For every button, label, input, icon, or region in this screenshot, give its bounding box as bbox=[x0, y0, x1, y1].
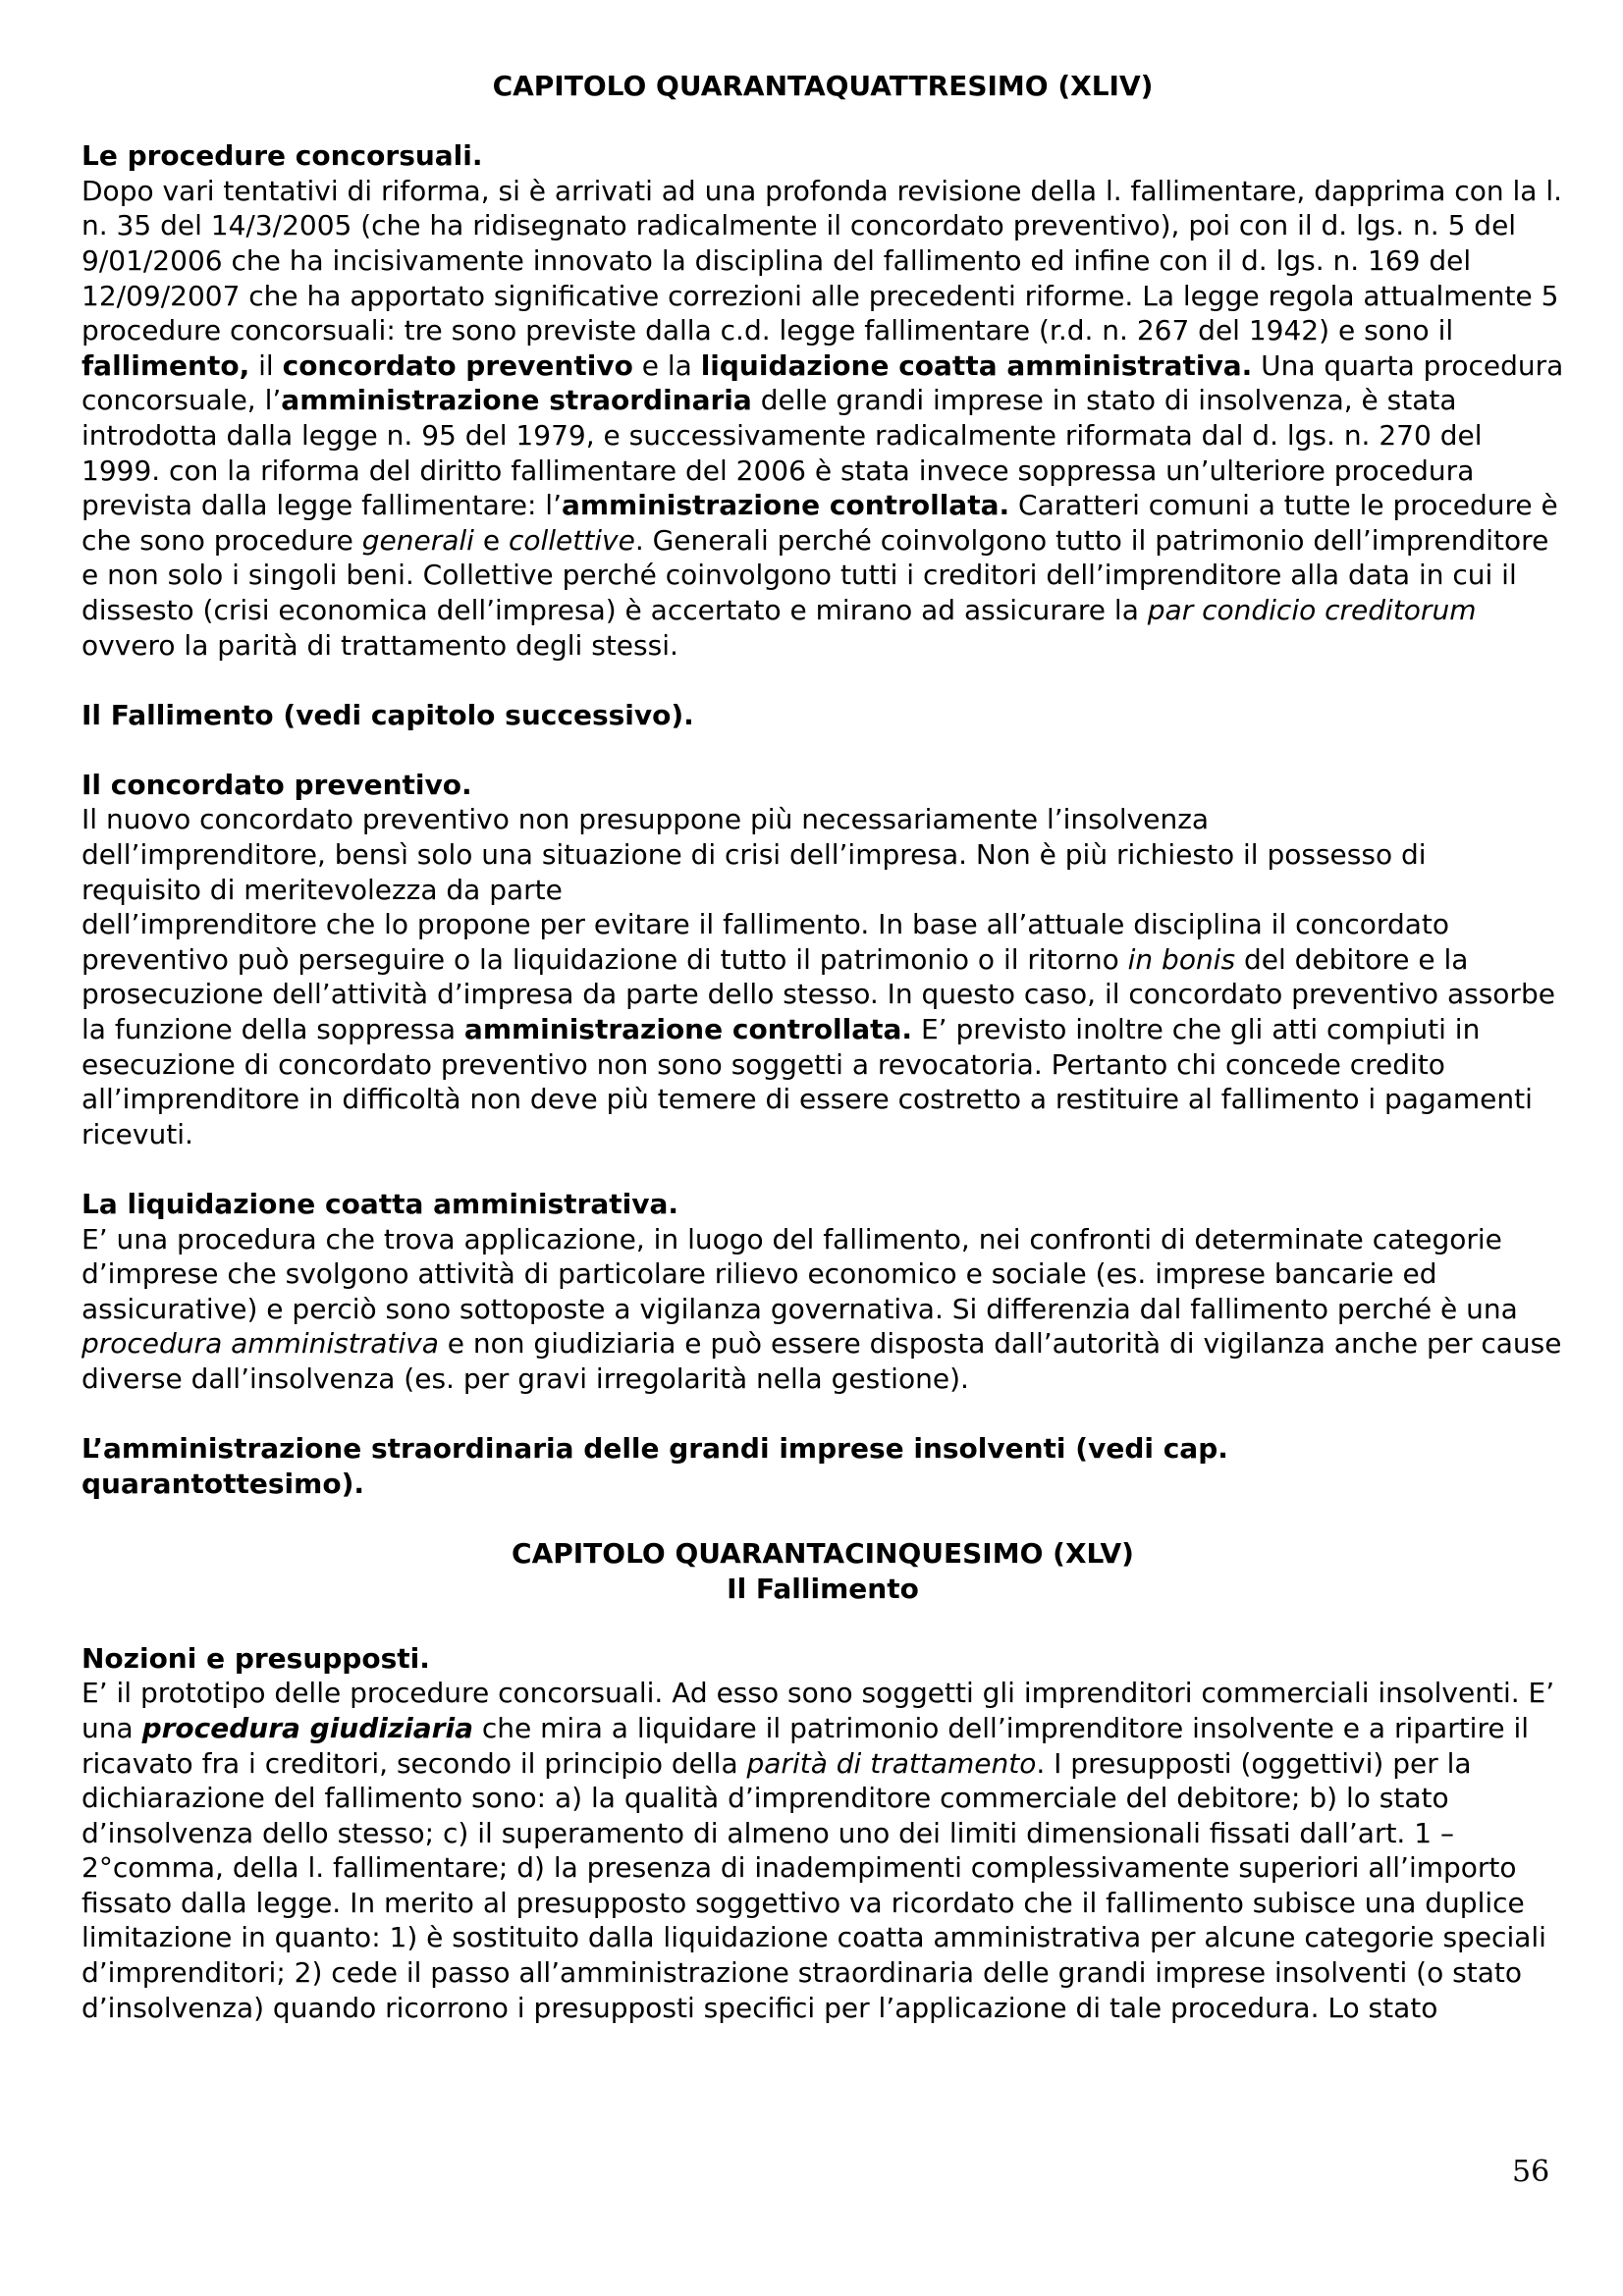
chapter-44-title: CAPITOLO QUARANTAQUATTRESIMO (XLIV) bbox=[492, 70, 1154, 102]
paragraph-liquidazione-coatta: E’ una procedura che trova applicazione, in luogo del fallimento, nei confronti di determinate categorie d’imprese che svolgono attività di particolare rilievo economico e sociale (es. imprese bancarie ed assicurative) e perciò sono sottoposte a vigilanza governativa. Si differenzia dal fallimento perché è una procedura amministrativa e non giudiziaria e può essere disposta dall’autorità di vigilanza anche per cause diverse dall’insolvenza (es. per gravi irregolarità nella gestione). bbox=[81, 1222, 1562, 1395]
paragraph-procedure-concorsuali: Dopo vari tentativi di riforma, si è arrivati ad una profonda revisione della l. fallimentare, dapprima con la l. n. 35 del 14/3/2005 (che ha ridisegnato radicalmente il concordato preventivo), poi con il d. lgs. n. 5 del 9/01/2006 che ha incisivamente innovato la disciplina del fallimento ed infine con il d. lgs. n. 169 del 12/09/2007 che ha apportato significative correzioni alle precedenti riforme. La legge regola attualmente 5 procedure concorsuali: tre sono previste dalla c.d. legge fallimentare (r.d. n. 267 del 1942) e sono il fallimento, il concordato preventivo e la liquidazione coatta amministrativa. Una quarta procedura concorsuale, l’amministrazione straordinaria delle grandi imprese in stato di insolvenza, è stata introdotta dalla legge n. 95 del 1979, e successivamente radicalmente riformata dal d. lgs. n. 270 del 1999. con la riforma del diritto fallimentare del 2006 è stata invece soppressa un’ulteriore procedura prevista dalla legge fallimentare: l’amministrazione controllata. Caratteri comuni a tutte le procedure è che sono procedure generali e collettive. Generali perché coinvolgono tutto il patrimonio dell’imprenditore e non solo i singoli beni. Collettive perché coinvolgono tutti i creditori dell’imprenditore alla data in cui il dissesto (crisi economica dell’impresa) è accertato e mirano ad assicurare la par condicio creditorum ovvero la parità di trattamento degli stessi. bbox=[81, 174, 1564, 662]
section-heading-fallimento-ref: Il Fallimento (vedi capitolo successivo). bbox=[81, 698, 694, 731]
spacer bbox=[81, 1606, 1564, 1641]
page-number: 56 bbox=[1512, 2155, 1550, 2189]
chapter-45-subtitle: Il Fallimento bbox=[727, 1572, 919, 1605]
paragraph-concordato-preventivo: dell’imprenditore che lo propone per evitare il fallimento. In base all’attuale disciplina il concordato preventivo può perseguire o la liquidazione di tutto il patrimonio o il ritorno in bonis del debitore e la prosecuzione dell’attività d’impresa da parte dello stesso. In questo caso, il concordato preventivo assorbe la funzione della soppressa amministrazione controllata. E’ previsto inoltre che gli atti compiuti in esecuzione di concordato preventivo non sono soggetti a revocatoria. Pertanto chi concede credito all’imprenditore in difficoltà non deve più temere di essere costretto a restituire al fallimento i pagamenti ricevuti. bbox=[81, 908, 1555, 1150]
spacer bbox=[81, 1501, 1564, 1536]
spacer bbox=[81, 732, 1564, 768]
paragraph-concordato-line1: Il nuovo concordato preventivo non presuppone più necessariamente l’insolvenza bbox=[81, 803, 1210, 836]
section-heading-liquidazione-coatta: La liquidazione coatta amministrativa. bbox=[81, 1188, 679, 1220]
spacer bbox=[81, 104, 1564, 139]
spacer bbox=[81, 663, 1564, 698]
paragraph-nozioni-presupposti: E’ il prototipo delle procedure concorsuali. Ad esso sono soggetti gli imprenditori commerciali insolventi. E’ una procedura giudiziaria che mira a liquidare il patrimonio dell’imprenditore insolvente e a ripartire il ricavato fra i creditori, secondo il principio della parità di trattamento. I presupposti (oggettivi) per la dichiarazione del fallimento sono: a) la qualità d’imprenditore commerciale del debitore; b) lo stato d’insolvenza dello stesso; c) il superamento di almeno uno dei limiti dimensionali fissati dall’art. 1 – 2°comma, della l. fallimentare; d) la presenza di inadempimenti complessivamente superiori all’importo fissato dalla legge. In merito al presupposto soggettivo va ricordato che il fallimento subisce una duplice limitazione in quanto: 1) è sostituito dalla liquidazione coatta amministrativa per alcune categorie speciali d’imprenditori; 2) cede il passo all’amministrazione straordinaria delle grandi imprese insolventi (o stato d’insolvenza) quando ricorrono i presupposti specifici per l’applicazione di tale procedura. Lo stato bbox=[81, 1677, 1555, 2024]
spacer bbox=[81, 1397, 1564, 1432]
spacer bbox=[81, 1151, 1564, 1187]
paragraph-concordato-line2: dell’imprenditore, bensì solo una situazione di crisi dell’impresa. Non è più richiesto il possesso di requisito di meritevolezza da parte bbox=[81, 838, 1427, 906]
document-page bbox=[81, 69, 1564, 2025]
section-heading-concordato-preventivo: Il concordato preventivo. bbox=[81, 768, 472, 801]
section-heading-amministrazione-straordinaria: L’amministrazione straordinaria delle grandi imprese insolventi (vedi cap. quarantottesimo). bbox=[81, 1432, 1228, 1500]
section-heading-nozioni-presupposti: Nozioni e presupposti. bbox=[81, 1641, 430, 1675]
chapter-45-title: CAPITOLO QUARANTACINQUESIMO (XLV) bbox=[512, 1536, 1134, 1570]
section-heading-procedure-concorsuali: Le procedure concorsuali. bbox=[81, 139, 483, 173]
